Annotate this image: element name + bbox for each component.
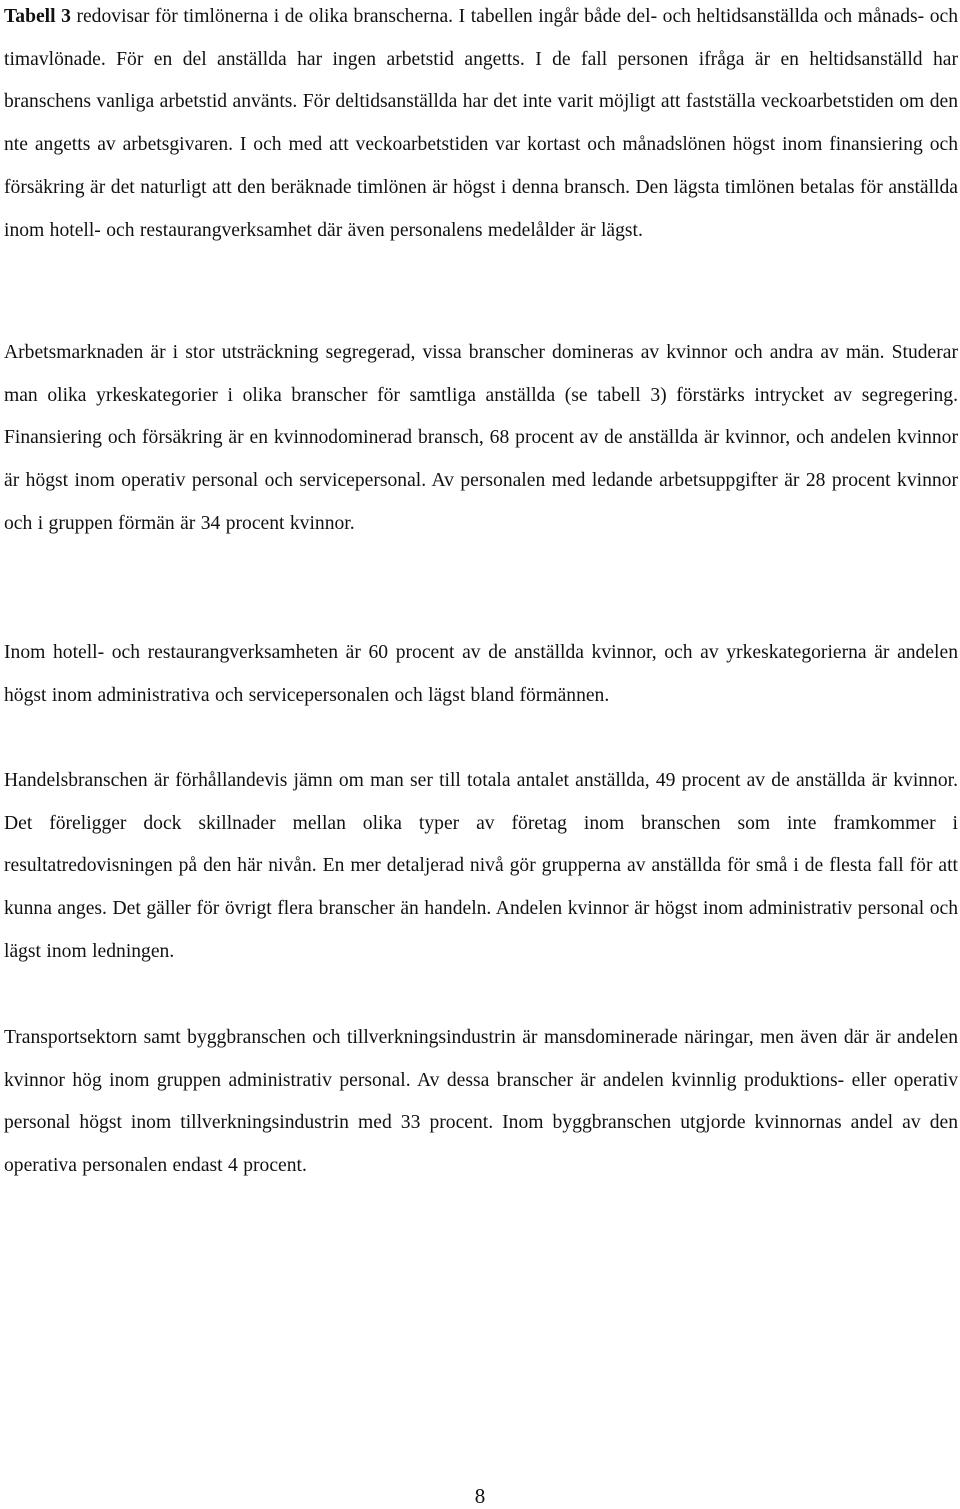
paragraph-hotel-restaurant: Inom hotell- och restaurangverksamheten är 60 procent av de anställda kvinnor, och av yrkeskategorierna är andelen högst inom administrativa och servicepersonalen och lägst bland förmännen.	[4, 642, 958, 706]
paragraph-male-dominated-sectors: Transportsektorn samt byggbranschen och tillverkningsindustrin är mansdominerade näringar, men även där är andelen kvinnor hög inom gruppen administrativ personal. Av dessa branscher är andelen kvinnlig produktions- eller operativ personal högst inom tillverkningsindustrin med 33 procent. Inom byggbranschen utgjorde kvinnornas andel av den operativa personalen endast 4 procent.	[4, 1027, 958, 1177]
table-reference-bold: Tabell 3	[4, 6, 71, 27]
paragraph-wage-overview	[4, 0, 958, 252]
paragraph-labour-market-segregation: Arbetsmarknaden är i stor utsträckning segregerad, vissa branscher domineras av kvinnor och andra av män. Studerar man olika yrkeskategorier i olika branscher för samtliga anställda (se tabell 3) förstärks intrycket av segregering. Finansiering och försäkring är en kvinnodominerad bransch, 68 procent av de anställda är kvinnor, och andelen kvinnor är högst inom operativ personal och servicepersonal. Av personalen med ledande arbetsuppgifter är 28 procent kvinnor och i gruppen förmän är 34 procent kvinnor.	[4, 342, 958, 534]
page-number: 8	[474, 1484, 486, 1508]
paragraph-trade-sector: Handelsbranschen är förhållandevis jämn om man ser till totala antalet anställda, 49 procent av de anställda är kvinnor. Det föreligger dock skillnader mellan olika typer av företag inom branschen som inte framkommer i resultatredovisningen på den här nivån. En mer detaljerad nivå gör grupperna av anställda för små i de flesta fall för att kunna anges. Det gäller för övrigt flera branscher än handeln. Andelen kvinnor är högst inom administrativ personal och lägst inom ledningen.	[4, 770, 958, 962]
paragraph-text: redovisar för timlönerna i de olika branscherna. I tabellen ingår både del- och heltidsanställda och månads- och timavlönade. För en del anställda har ingen arbetstid angetts. I de fall personen ifråga är en heltidsanställd har branschens vanliga arbetstid använts. För deltidsanställda har det inte varit möjligt att fastställa veckoarbetstiden om den nte angetts av arbetsgivaren. I och med att veckoarbetstiden var kortast och månadslönen högst inom finansiering och försäkring är det naturligt att den beräknade timlönen är högst i denna bransch. Den lägsta timlönen betalas för anställda inom hotell- och restaurangverksamhet där även personalens medelålder är lägst.	[4, 6, 958, 241]
